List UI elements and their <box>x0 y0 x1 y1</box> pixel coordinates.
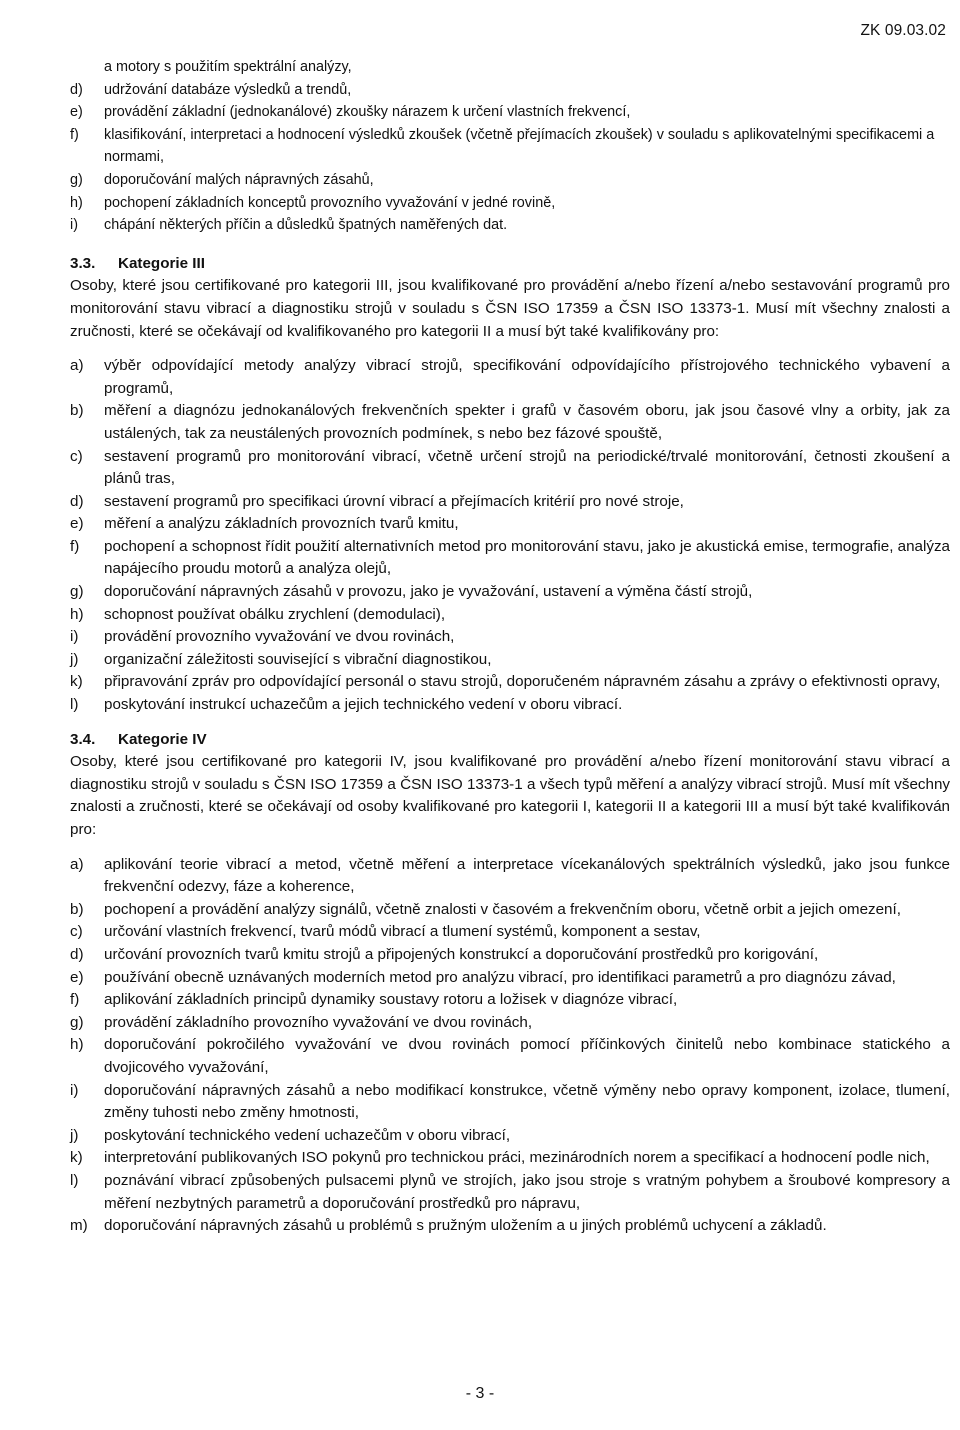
list-item-label: e) <box>70 968 84 986</box>
list-item-text: chápání některých příčin a důsledků špatných naměřených dat. <box>104 217 508 234</box>
list-item <box>70 1080 950 1125</box>
list-item-label: k) <box>70 673 83 691</box>
list-continuation: a motory s použitím spektrální analýzy, <box>104 59 352 75</box>
page-number: - 3 - <box>465 1385 495 1402</box>
list-item-text: výběr odpovídající metody analýzy vibrací strojů, specifikování odpovídajícího přístrojového technického vybavení a programů, <box>104 357 950 397</box>
list-item <box>70 446 950 491</box>
list-item-label: d) <box>70 492 84 510</box>
list-item <box>70 921 950 944</box>
list-item-text: provádění provozního vyvažování ve dvou rovinách, <box>104 628 455 646</box>
section-title: Kategorie IV <box>118 730 207 748</box>
list-item <box>70 355 950 400</box>
list-item <box>70 1125 950 1148</box>
list-item-text: provádění základní (jednokanálové) zkoušky nárazem k určení vlastních frekvencí, <box>104 104 631 121</box>
list-item <box>70 694 950 717</box>
list-item-label: m) <box>70 1217 88 1235</box>
list-item-label: b) <box>70 402 84 420</box>
list-item <box>70 967 950 990</box>
list-item-label: f) <box>70 991 80 1009</box>
list-item-text: pochopení a provádění analýzy signálů, včetně znalosti v časovém a frekvenčním oboru, včetně orbit a jejich omezení, <box>104 900 901 918</box>
list-item <box>70 169 950 192</box>
section-3-4-list <box>70 854 950 1238</box>
list-item-text: určování provozních tvarů kmitu strojů a připojených konstrukcí a doporučování prostředků pro korigování, <box>104 945 819 963</box>
list-item-label: d) <box>70 945 84 963</box>
list-item-label: k) <box>70 1149 83 1167</box>
list-item <box>70 214 950 237</box>
list-item-label: e) <box>70 104 83 121</box>
list-item-label: g) <box>70 171 83 188</box>
list-item-label: b) <box>70 900 84 918</box>
page-content <box>70 56 950 1238</box>
list-item <box>70 989 950 1012</box>
list-item-label: h) <box>70 1036 84 1054</box>
section-number: 3.4. <box>70 730 96 748</box>
list-item-text: používání obecně uznávaných moderních metod pro analýzu vibrací, pro identifikaci parametrů a pro diagnózu závad, <box>104 968 896 986</box>
list-item <box>70 491 950 514</box>
list-item-text: doporučování malých nápravných zásahů, <box>104 171 374 188</box>
list-item <box>70 536 950 581</box>
list-item-text: měření a diagnózu jednokanálových frekvenčních spekter i grafů v časovém oboru, jak jsou časové vlny a orbity, jak za ustálených, tak za neustálených provozních podmínek, s nebo bez fázové spouště, <box>104 402 950 442</box>
list-item-text: poznávání vibrací způsobených pulsacemi plynů ve strojích, jako jsou stroje s vratným pohybem a šroubové kompresory a měření nezbytných parametrů a doporučování prostředků pro nápravu, <box>104 1171 950 1212</box>
list-item <box>70 79 950 102</box>
document-code: ZK 09.03.02 <box>860 22 946 39</box>
list-item-label: g) <box>70 1013 84 1031</box>
list-item-label: a) <box>70 855 84 873</box>
section-title: Kategorie III <box>118 254 205 272</box>
list-item-label: e) <box>70 515 84 533</box>
list-item-label: f) <box>70 126 79 143</box>
list-item-label: l) <box>70 696 79 714</box>
list-item-label: a) <box>70 357 84 375</box>
list-item-text: interpretování publikovaných ISO pokynů pro technickou práci, mezinárodních norem a specifikací a hodnocení podle nich, <box>104 1149 930 1167</box>
list-item-text: provádění základního provozního vyvažování ve dvou rovinách, <box>104 1013 533 1031</box>
list-item <box>70 944 950 967</box>
section-heading-3-3 <box>70 253 950 276</box>
list-item <box>70 649 950 672</box>
list-item-text: měření a analýzu základních provozních tvarů kmitu, <box>104 515 459 533</box>
section-heading-3-4 <box>70 729 950 752</box>
list-item-text: doporučování nápravných zásahů v provozu, jako je vyvažování, ustavení a výměna částí strojů, <box>104 583 753 601</box>
list-item-label: h) <box>70 194 83 211</box>
list-item-label: h) <box>70 605 84 623</box>
list-item-text: sestavení programů pro specifikaci úrovní vibrací a přejímacích kritérií pro nové stroje, <box>104 492 684 510</box>
list-item-label: l) <box>70 1171 79 1189</box>
list-item <box>70 1034 950 1079</box>
top-list <box>70 79 950 237</box>
list-item-label: i) <box>70 628 79 646</box>
list-item <box>70 513 950 536</box>
list-item <box>70 400 950 445</box>
list-item <box>70 671 950 694</box>
list-item-text: připravování zpráv pro odpovídající personál o stavu strojů, doporučeném nápravném zásahu a zprávy o efektivnosti opravy, <box>104 673 941 691</box>
list-item-label: i) <box>70 1081 79 1099</box>
top-list-block <box>70 56 950 237</box>
list-item <box>70 581 950 604</box>
list-item-text: pochopení a schopnost řídit použití alternativních metod pro monitorování stavu, jako je akustická emise, termografie, analýza napájecího proudu motorů a analýza olejů, <box>104 537 950 578</box>
section-number: 3.3. <box>70 254 96 272</box>
list-item <box>70 1147 950 1170</box>
list-item-text: aplikování teorie vibrací a metod, včetně měření a interpretace vícekanálových spektrálních výsledků, jako jsou funkce frekvenční odezvy, fáze a koherence, <box>104 855 950 896</box>
list-item-label: f) <box>70 537 80 555</box>
list-item-label: d) <box>70 81 83 98</box>
list-item-text: doporučování pokročilého vyvažování ve dvou rovinách pomocí příčinkových činitelů nebo kombinace statického a dvojicového vyvažování, <box>104 1036 950 1076</box>
list-item-text: doporučování nápravných zásahů a nebo modifikací konstrukce, včetně výměny nebo opravy komponent, izolace, tlumení, změny tuhosti nebo změny hmotnosti, <box>104 1081 950 1122</box>
list-item-text: pochopení základních konceptů provozního vyvažování v jedné rovině, <box>104 194 556 211</box>
list-item <box>70 854 950 899</box>
list-item <box>70 604 950 627</box>
list-item <box>70 1170 950 1215</box>
section-paragraph: Osoby, které jsou certifikované pro kategorii III, jsou kvalifikované pro provádění a/nebo řízení a/nebo sestavování programů pro monitorování stavu vibrací a diagnostiku strojů v souladu s ČSN ISO 17359 a ČSN ISO 13373-1. Musí mít všechny znalosti a zručnosti, které se očekávají od kvalifikovaného pro kategorii II a musí být také kvalifikovány pro: <box>70 277 950 340</box>
list-item-text: určování vlastních frekvencí, tvarů módů vibrací a tlumení systémů, komponent a sestav, <box>104 923 701 941</box>
list-item-label: i) <box>70 217 78 234</box>
list-item-label: c) <box>70 923 83 941</box>
list-item-label: c) <box>70 447 83 465</box>
section-3-3-list <box>70 355 950 717</box>
list-item <box>70 899 950 922</box>
list-item-label: j) <box>70 1126 79 1144</box>
list-item <box>70 124 950 169</box>
list-item-text: klasifikování, interpretaci a hodnocení výsledků zkoušek (včetně přejímacích zkoušek) v souladu s aplikovatelnými specifikacemi a normami, <box>104 126 935 166</box>
list-item-text: doporučování nápravných zásahů u problémů s pružným uložením a u jiných problémů uchycení a základů. <box>104 1217 827 1235</box>
list-item-text: poskytování instrukcí uchazečům a jejich technického vedení v oboru vibrací. <box>104 696 623 714</box>
list-item <box>70 1012 950 1035</box>
list-item <box>70 101 950 124</box>
list-item-text: schopnost používat obálku zrychlení (demodulaci), <box>104 605 446 623</box>
list-item-text: poskytování technického vedení uchazečům v oboru vibrací, <box>104 1126 511 1144</box>
list-item-text: organizační záležitosti související s vibrační diagnostikou, <box>104 650 492 668</box>
list-item-label: g) <box>70 583 84 601</box>
list-item-text: udržování databáze výsledků a trendů, <box>104 81 352 98</box>
section-paragraph: Osoby, které jsou certifikované pro kategorii IV, jsou kvalifikované pro provádění a/nebo řízení monitorování stavu vibrací a diagnostiku strojů v souladu s ČSN ISO 17359 a ČSN ISO 13373-1 a všech typů měření a analýzy vibrací strojů. Musí mít všechny znalosti a zručnosti, které se očekávají od osoby kvalifikované pro kategorii I, kategorii II a kategorii III a musí být také kvalifikován pro: <box>70 753 950 838</box>
list-item <box>70 1215 950 1238</box>
list-item-text: aplikování základních principů dynamiky soustavy rotoru a ložisek v diagnóze vibrací, <box>104 991 678 1009</box>
list-item <box>70 626 950 649</box>
list-item-label: j) <box>70 650 79 668</box>
list-item-text: sestavení programů pro monitorování vibrací, včetně určení strojů na periodické/trvalé monitorování, četnosti zkoušení a plánů tras, <box>104 447 950 488</box>
list-item <box>70 192 950 215</box>
